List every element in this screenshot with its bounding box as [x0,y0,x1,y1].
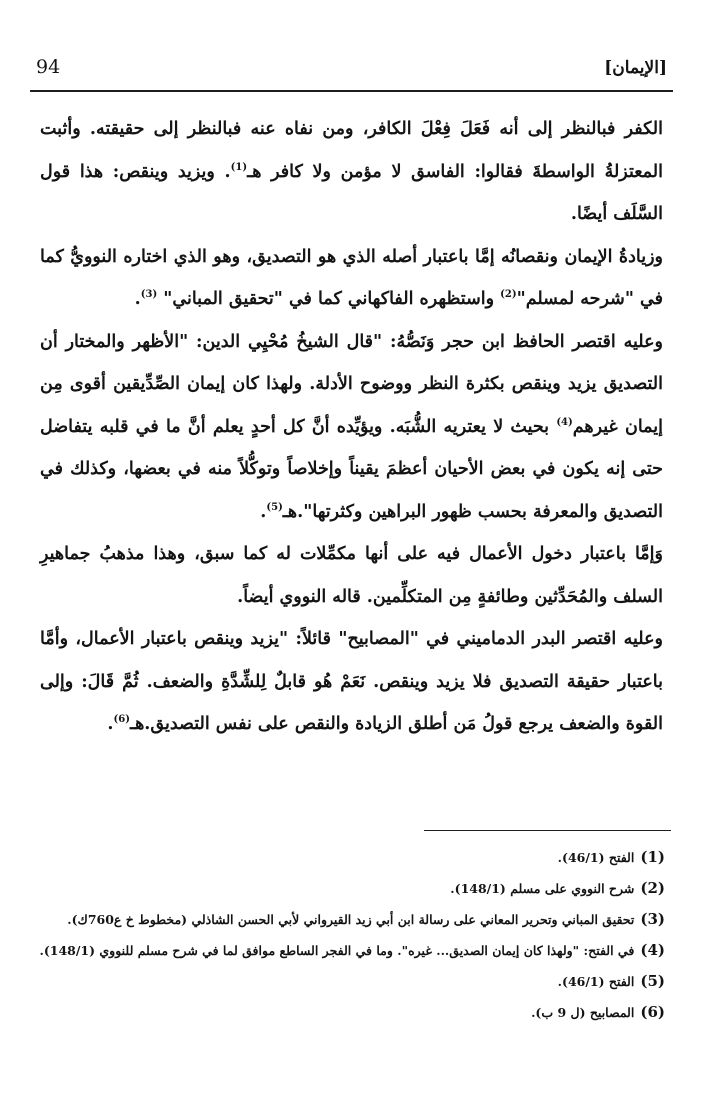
page-header [30,56,673,90]
footnote [34,966,665,997]
paragraph-text: وزيادةُ الإيمان ونقصانُه إمَّا باعتبار أصله الذي هو التصديق، وهو الذي اختاره النوويُّ كما في "شرحه لمسلم" [40,246,663,309]
footnote-number: (1) [640,848,665,866]
paragraph-text: بحيث لا يعتريه الشُّبَه. ويؤيِّده أنَّ كل أحدٍ يعلم أنَّ ما في قلبه يتفاضل حتى إنه يكون في بعض الأحيان أعظمَ يقيناً وإخلاصاً وتوكُّلاً منه في بعضها، وكذلك في التصديق والمعرفة بحسب ظهور البراهين وكثرتها".هـ [40,416,663,522]
paragraph-text: واستظهره الفاكهاني كما في "تحقيق المباني" [157,289,501,309]
footnote-text: الفتح (46/1). [557,974,635,989]
footnote-ref: (3) [140,289,158,301]
running-title: [الإيمان] [604,58,667,78]
paragraph-4 [40,533,663,618]
footnote [34,997,665,1028]
footnotes [34,842,665,1028]
footnote-text: تحقيق المباني وتحرير المعاني على رسالة ابن أبي زيد القيرواني لأبي الحسن الشاذلي (مخطوط خ ع760ك). [67,912,635,927]
paragraph-text: . [107,714,114,734]
footnote-text: شرح النووي على مسلم (148/1). [450,881,635,896]
footnote-text: في الفتح: "ولهذا كان إيمان الصديق... غيره". وما في الفجر الساطع موافق لما في شرح مسلم للنووي (148/1). [39,943,635,958]
footnote-number: (3) [640,910,665,928]
paragraph-text: . [260,501,267,522]
paragraph-text: وَإمَّا باعتبار دخول الأعمال فيه على أنها مكمِّلات له كما سبق، وهذا مذهبُ جماهيرِ السلف والمُحَدِّثين وطائفةٍ مِن المتكلِّمين. قاله النووي أيضاً. [40,544,663,607]
footnote [34,935,665,966]
paragraph-text: وعليه اقتصر البدر الدماميني في "المصابيح" قائلاً: "يزيد وينقص باعتبار الأعمال، وأمَّا باعتبار حقيقة التصديق فلا يزيد وينقص. نَعَمْ هُو قابلٌ لِلشِّدَّةِ والضعف. ثُمَّ قَالَ: وإلى القوة والضعف يرجع قولُ مَن أطلق الزيادة والنقص على نفس التصديق.هـ [40,629,663,734]
footnote-ref: (1) [230,161,248,173]
footnote-ref: (4) [556,416,573,428]
footnote-ref: (5) [266,501,283,513]
paragraph-text: . ويزيد وينقص: هذا قول السَّلَف أيضًا. [40,161,663,224]
footnote-text: المصابيح (ل 9 ب). [531,1005,635,1020]
main-text [40,108,663,746]
footnote [34,904,665,935]
footnote-ref: (2) [500,289,517,301]
paragraph-text: وعليه اقتصر الحافظ ابن حجر وَنَصُّهُ: "قال الشيخُ مُحْيِي الدين: "الأظهر والمختار أن التصديق يزيد وينقص بكثرة النظر ووضوح الأدلة. ولهذا كان إيمان الصِّدِّيقين أقوى مِن إيمان غيرهم [40,331,663,437]
paragraph-text: الكفر فبالنظر إلى أنه فَعَلَ فِعْلَ الكافر، ومن نفاه عنه فبالنظر إلى حقيقته. وأثبت المعتزلةُ الواسطةَ فقالوا: الفاسق لا مؤمن ولا كافر هـ [40,119,663,182]
footnote-number: (2) [640,879,665,897]
paragraph-5 [40,618,663,746]
footnote-ref: (6) [113,714,130,726]
paragraph-3 [40,321,663,534]
paragraph-text: . [134,289,141,309]
footnote-rule [424,830,671,831]
footnote [34,842,665,873]
footnote [34,873,665,904]
footnote-number: (5) [640,972,665,990]
footnote-number: (6) [640,1003,665,1021]
paragraph-1 [40,108,663,236]
footnote-text: الفتح (46/1). [557,850,635,865]
footnote-number: (4) [640,941,665,959]
header-rule [30,90,673,92]
page-number: 94 [36,56,61,78]
paragraph-2 [40,236,663,321]
